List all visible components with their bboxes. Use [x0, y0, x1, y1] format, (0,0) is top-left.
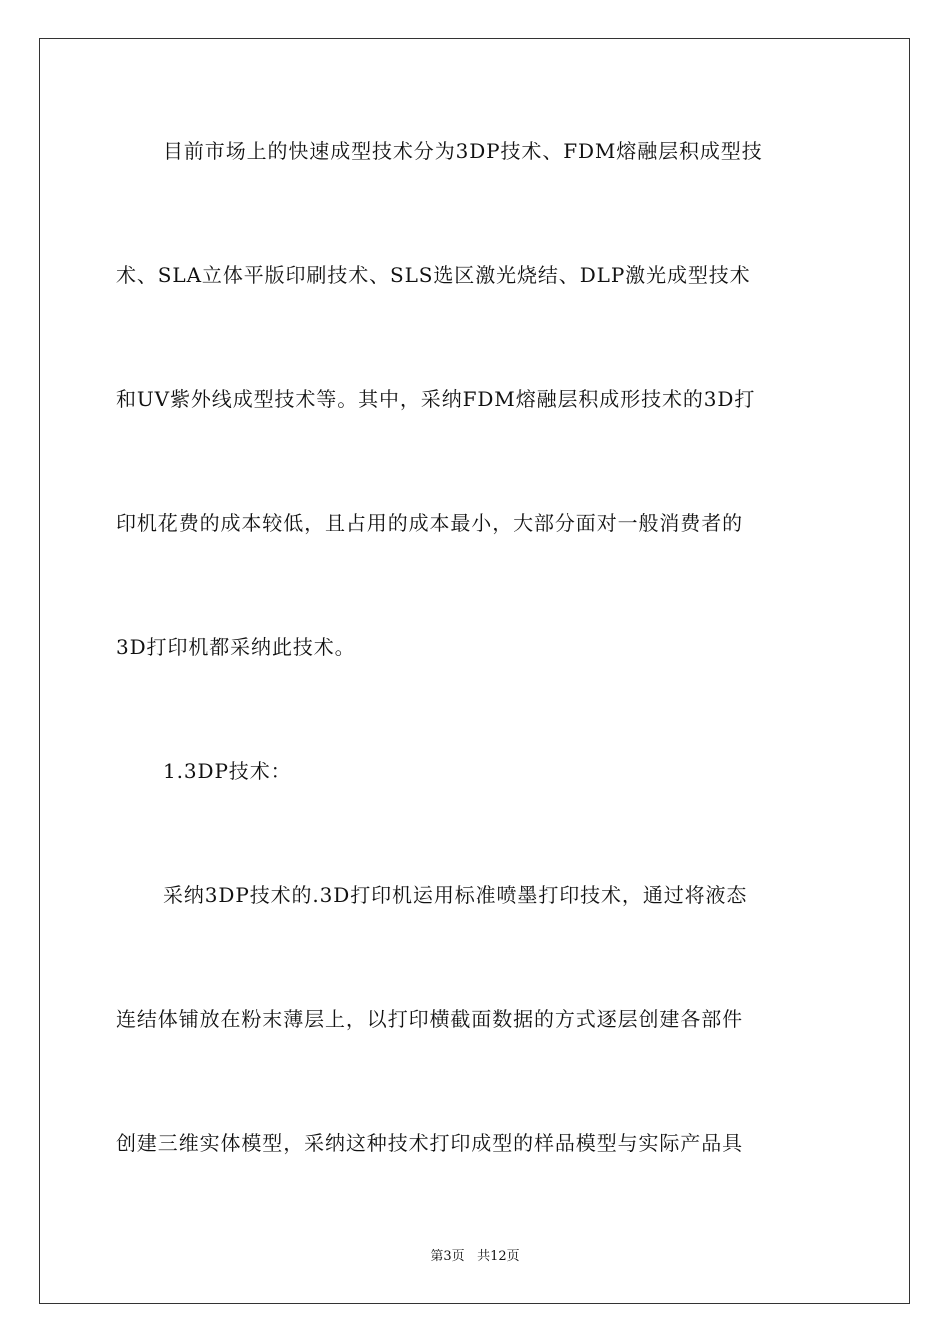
paragraph-2-line-2: 连结体铺放在粉末薄层上，以打印横截面数据的方式逐层创建各部件	[116, 1007, 743, 1031]
paragraph-2-line-3: 创建三维实体模型，采纳这种技术打印成型的样品模型与实际产品具	[116, 1131, 743, 1155]
paragraph-1-line-4: 印机花费的成本较低，且占用的成本最小，大部分面对一般消费者的	[116, 511, 743, 535]
paragraph-1-line-2: 术、SLA立体平版印刷技术、SLS选区激光烧结、DLP激光成型技术	[116, 263, 751, 287]
section-heading: 1.3DP技术：	[163, 759, 292, 783]
paragraph-2-line-1: 采纳3DP技术的.3D打印机运用标准喷墨打印技术，通过将液态	[163, 883, 748, 907]
page-total: 共12页	[477, 1249, 520, 1264]
paragraph-1-line-1: 目前市场上的快速成型技术分为3DP技术、FDM熔融层积成型技	[163, 139, 763, 163]
page-number: 第3页	[430, 1249, 465, 1264]
page-border	[39, 38, 910, 1304]
paragraph-1-line-5: 3D打印机都采纳此技术。	[116, 635, 356, 659]
page-footer	[0, 1248, 950, 1266]
paragraph-1-line-3: 和UV紫外线成型技术等。其中，采纳FDM熔融层积成形技术的3D打	[116, 387, 756, 411]
